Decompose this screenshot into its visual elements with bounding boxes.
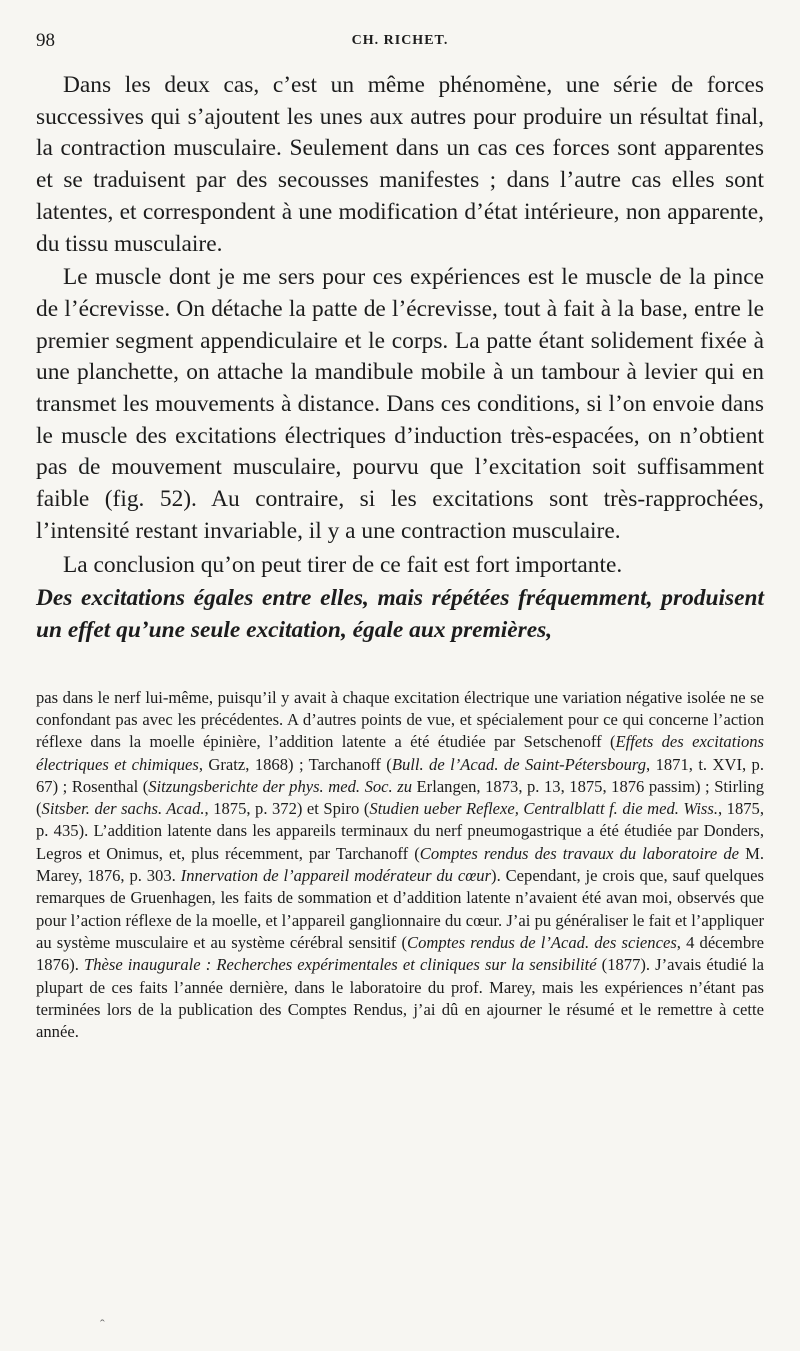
footnote-citation: Sitsber. der sachs. Acad. xyxy=(41,799,205,819)
footnote-text: M. Marey, 1876, p. 303. xyxy=(36,843,764,886)
document-page xyxy=(36,30,764,1060)
body-text xyxy=(36,70,764,647)
footnote-citation: Comptes rendus des travaux du laboratoire de xyxy=(419,843,739,863)
footnote-text: , 1871, t. XVI, p. 67) ; Rosenthal ( xyxy=(36,754,764,796)
footnote-text: ). Cependant, je crois que, sauf quelques remarques de Gruenhagen, les faits de sommation et d’addition latente n’avaient été avan moi, observés que pour l’action réflexe de la moelle, et l’appareil ganglionnaire du cœur. J’ai pu généraliser le fait et l’appliquer au système musculaire et au système cérébral sensitif ( xyxy=(36,866,764,952)
running-head: CH. RICHET. xyxy=(351,33,449,48)
footnote-text: (1877). J’avais étudié la plupart de ces faits l’année dernière, dans le laboratoire du prof. Marey, mais les expériences n’étant pas terminées lors de la publication des Comptes Rendus, j’ai dû en ajourner le résumé et le remettre à cette année. xyxy=(36,955,764,1042)
paragraph-3: La conclusion qu’on peut tirer de ce fait est fort importante. xyxy=(63,551,623,578)
emphasized-statement: Des excitations égales entre elles, mais répétées fréquemment, produisent un effet qu’une seule excitation, égale aux premières, xyxy=(36,585,764,643)
page-header xyxy=(36,30,764,58)
footnote-citation: Sitzungsberichte der phys. med. Soc. zu xyxy=(148,776,412,796)
paragraph-1: Dans les deux cas, c’est un même phénomène, une série de forces successives qui s’ajoutent les unes aux autres pour produire un résultat final, la contraction musculaire. Seulement dans un cas ces forces sont apparentes et se traduisent par des secousses manifestes ; dans l’autre cas elles sont latentes, et correspondent à une modification d’état intérieure, non apparente, du tissu musculaire. xyxy=(36,72,764,257)
footnote-text: , 1875, p. 435). L’addition latente dans les appareils terminaux du nerf pneumogastrique a été étudiée par Donders, Legros et Onimus, et, plus récemment, par Tarchanoff ( xyxy=(36,799,764,863)
footnote-text: , Gratz, 1868) ; Tarchanoff ( xyxy=(198,754,392,774)
footnote-text: , 1875, p. 372) et Spiro ( xyxy=(204,799,370,819)
footnote-citation: Studien ueber Reflexe, Centralblatt f. die med. Wiss. xyxy=(369,799,718,819)
footnote-text: , 4 décembre 1876). xyxy=(36,932,765,975)
paragraph-2: Le muscle dont je me sers pour ces expériences est le muscle de la pince de l’écrevisse. On détache la patte de l’écrevisse, tout à fait à la base, entre le premier segment appendiculaire et le corps. La patte étant solidement fixée à une planchette, on attache la mandibule mobile à un tambour à levier qui en transmet les mouvements à distance. Dans ces conditions, si l’on envoie dans le muscle des excitations électriques d’induction très-espacées, on n’obtient pas de mouvement musculaire, pourvu que l’excitation soit suffisamment faible (fig. 52). Au contraire, si les excitations sont très-rapprochées, l’intensité restant invariable, il y a une contraction musculaire. xyxy=(36,264,764,544)
footnote-citation: Effets des excitations électriques et chimiques xyxy=(36,732,764,774)
footnote-citation: Comptes rendus de l’Acad. des sciences xyxy=(407,932,677,952)
footnote-citation: Innervation de l’appareil modérateur du cœur xyxy=(180,866,492,886)
footnote-citation: Bull. de l’Acad. de Saint-Pétersbourg xyxy=(391,754,647,774)
footnote-text: pas dans le nerf lui-même, puisqu’il y avait à chaque excitation électrique une variation négative isolée ne se confondant pas avec les précédentes. A d’autres points de vue, et spécialement pour ce qui concerne l’action réflexe dans la moelle épinière, l’addition latente a été étudiée par Setschenoff ( xyxy=(36,687,764,752)
page-number: 98 xyxy=(36,30,55,51)
footnote-citation: Thèse inaugurale : Recherches expérimentales et cliniques sur la sensibilité xyxy=(83,955,597,975)
footnote xyxy=(36,687,764,1044)
stray-print-mark: ˆ xyxy=(100,1318,105,1333)
footnote-text: Erlangen, 1873, p. 13, 1875, 1876 passim) ; Stirling ( xyxy=(36,776,764,819)
